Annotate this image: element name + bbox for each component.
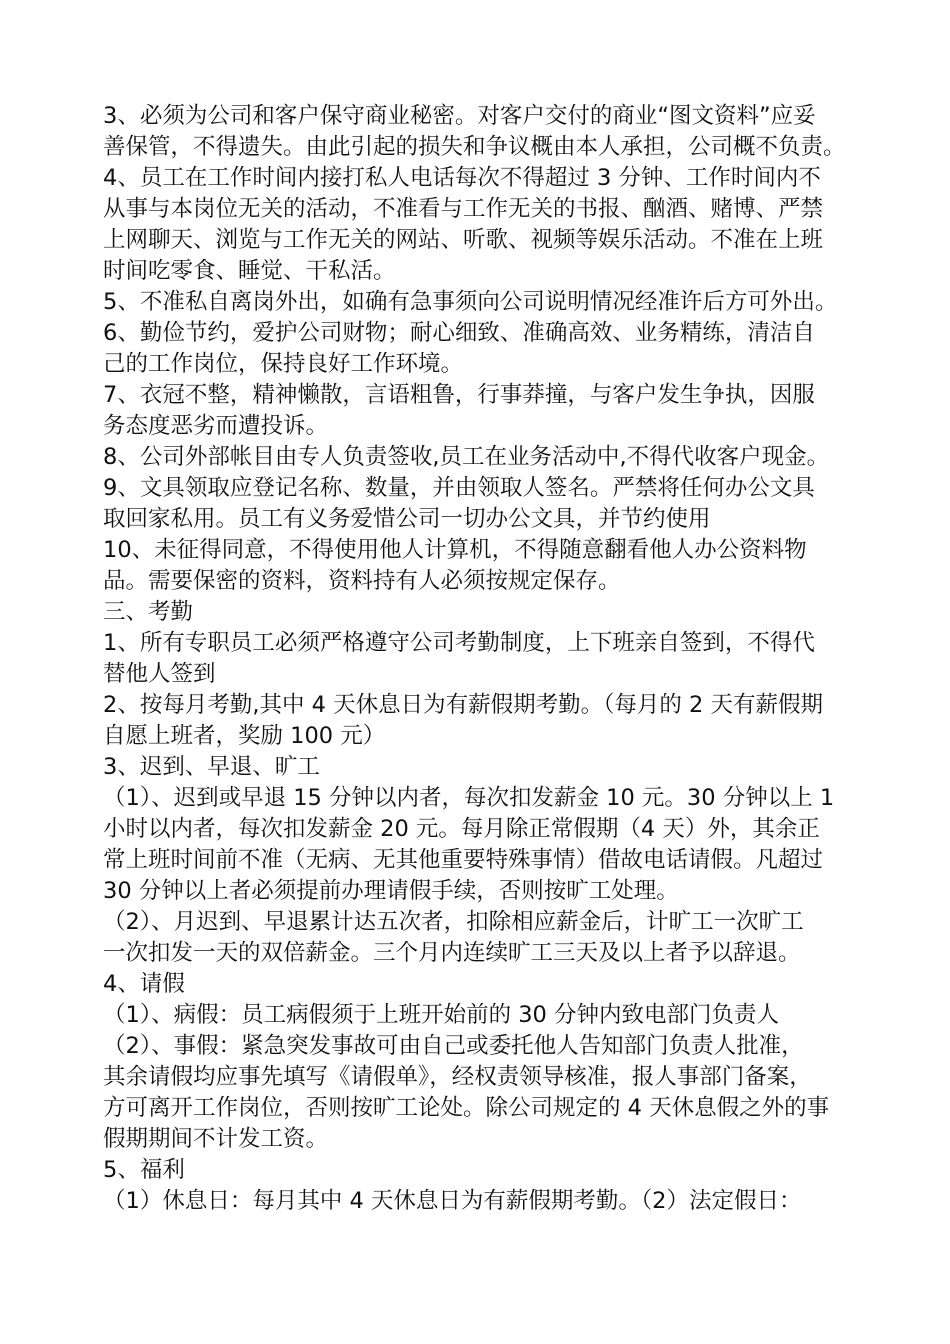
text-line: 2、按每月考勤,其中 4 天休息日为有薪假期考勤。（每月的 2 天有薪假期 [103,692,823,718]
text-line: 7、衣冠不整，精神懒散，言语粗鲁，行事莽撞，与客户发生争执，因服 [103,382,815,408]
text-line: （1）、病假：员工病假须于上班开始前的 30 分钟内致电部门负责人 [103,1002,780,1028]
text-line: 上网聊天、浏览与工作无关的网站、听歌、视频等娱乐活动。不准在上班 [103,227,824,253]
text-line: （1）、迟到或早退 15 分钟以内者，每次扣发薪金 10 元。30 分钟以上 1 [103,785,835,811]
text-line: 自愿上班者，奖励 100 元） [103,723,386,749]
text-line: （1）休息日：每月其中 4 天休息日为有薪假期考勤。（2）法定假日： [103,1188,802,1214]
text-line: 10、未征得同意，不得使用他人计算机，不得随意翻看他人办公资料物 [103,537,807,563]
text-line: 替他人签到 [103,661,216,687]
text-line: 取回家私用。员工有义务爱惜公司一切办公文具，并节约使用 [103,506,711,532]
text-line: 一次扣发一天的双倍薪金。三个月内连续旷工三天及以上者予以辞退。 [103,940,801,966]
subsection-heading: 5、福利 [103,1157,185,1183]
text-line: 4、员工在工作时间内接打私人电话每次不得超过 3 分钟、工作时间内不 [103,165,821,191]
text-line: （2）、月迟到、早退累计达五次者，扣除相应薪金后，计旷工一次旷工 [103,909,804,935]
text-line: 常上班时间前不准（无病、无其他重要特殊事情）借故电话请假。凡超过 [103,847,824,873]
subsection-heading: 3、迟到、早退、旷工 [103,754,320,780]
text-line: 善保管，不得遗失。由此引起的损失和争议概由本人承担，公司概不负责。 [103,134,846,160]
text-line: 时间吃零食、睡觉、干私活。 [103,258,396,284]
text-line: 8、公司外部帐目由专人负责签收,员工在业务活动中,不得代收客户现金。 [103,444,830,470]
text-line: 方可离开工作岗位，否则按旷工论处。除公司规定的 4 天休息假之外的事 [103,1095,830,1121]
text-line: 其余请假均应事先填写《请假单》，经权责领导核准，报人事部门备案， [103,1064,812,1090]
text-line: 假期期间不计发工资。 [103,1126,329,1152]
text-line: 品。需要保密的资料，资料持有人必须按规定保存。 [103,568,621,594]
text-line: 6、勤俭节约，爱护公司财物；耐心细致、准确高效、业务精练，清洁自 [103,320,815,346]
text-line: 3、必须为公司和客户保守商业秘密。对客户交付的商业“图文资料”应妥 [103,103,816,129]
text-line: 30 分钟以上者必须提前办理请假手续，否则按旷工处理。 [103,878,679,904]
document-page [103,101,873,1217]
text-line: 小时以内者，每次扣发薪金 20 元。每月除正常假期（4 天）外，其余正 [103,816,820,842]
text-line: 9、文具领取应登记名称、数量，并由领取人签名。严禁将任何办公文具 [103,475,815,501]
text-line: 从事与本岗位无关的活动，不准看与工作无关的书报、酗酒、赌博、严禁 [103,196,824,222]
text-line: 5、不准私自离岗外出，如确有急事须向公司说明情况经准许后方可外出。 [103,289,838,315]
text-line: （2）、事假：紧急突发事故可由自己或委托他人告知部门负责人批准， [103,1033,804,1059]
text-line: 1、所有专职员工必须严格遵守公司考勤制度，上下班亲自签到，不得代 [103,630,815,656]
subsection-heading: 4、请假 [103,971,185,997]
section-heading: 三、考勤 [103,599,194,625]
text-line: 己的工作岗位，保持良好工作环境。 [103,351,464,377]
text-line: 务态度恶劣而遭投诉。 [103,413,329,439]
